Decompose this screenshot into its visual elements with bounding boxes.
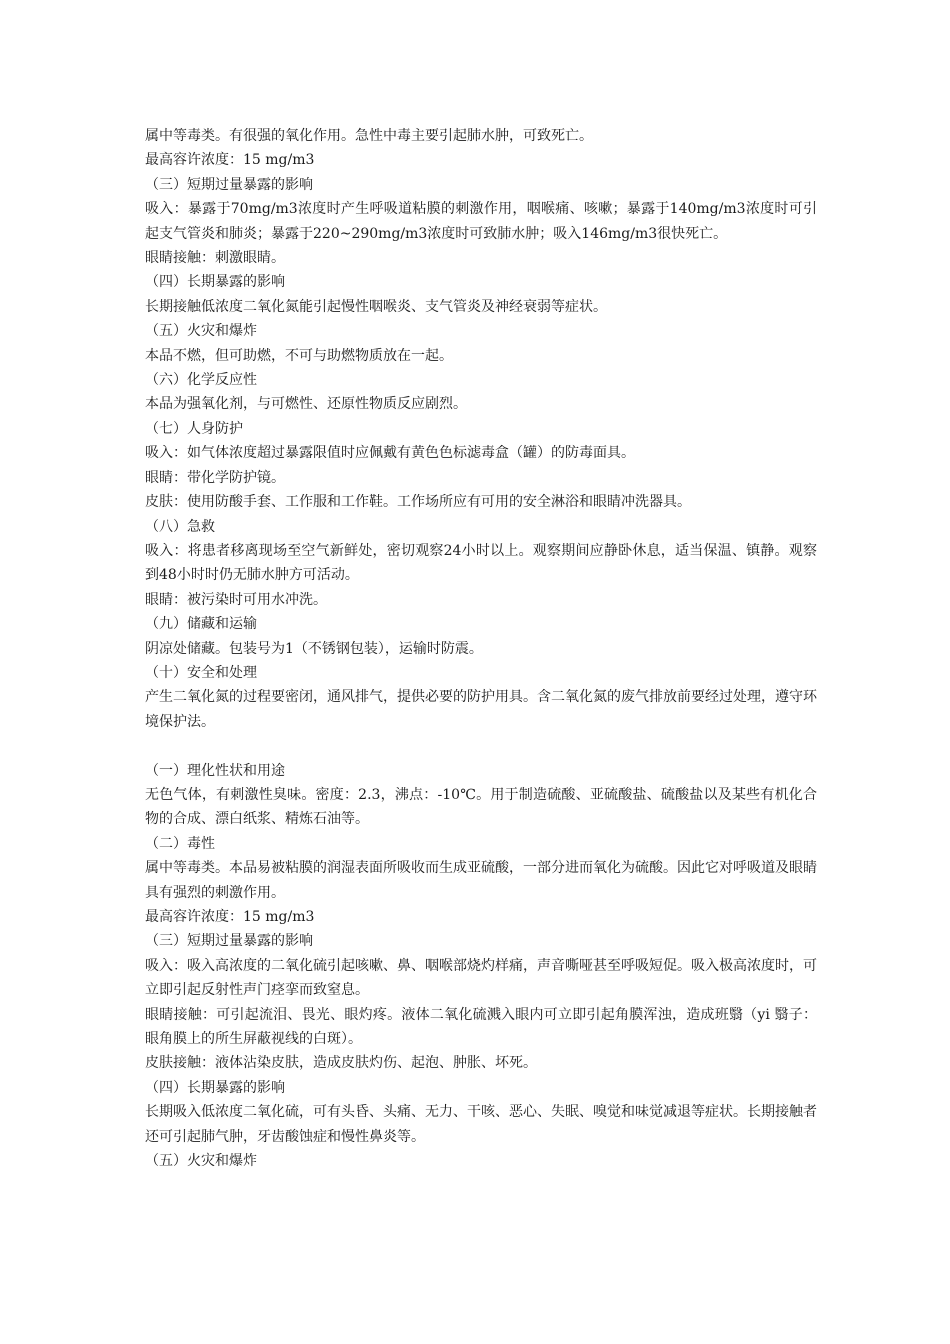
paragraph: 皮肤接触：液体沾染皮肤，造成皮肤灼伤、起泡、肿胀、坏死。 <box>145 1055 537 1072</box>
paragraph: 吸入：暴露于70mg/m3浓度时产生呼吸道粘膜的刺激作用，咽喉痛、咳嗽；暴露于140mg/m3浓度时可引起支气管炎和肺炎；暴露于220~290mg/m3浓度时可致肺水肿；吸入146mg/m3很快死亡。 <box>145 201 817 242</box>
section-heading: （三）短期过量暴露的影响 <box>145 933 313 950</box>
document-page <box>145 124 817 1173</box>
paragraph: 吸入：吸入高浓度的二氧化硫引起咳嗽、鼻、咽喉部烧灼样痛，声音嘶哑甚至呼吸短促。吸入极高浓度时，可立即引起反射性声门痉挛而致窒息。 <box>145 957 817 999</box>
section-heading: （三）短期过量暴露的影响 <box>145 176 313 193</box>
paragraph: 吸入：将患者移离现场至空气新鲜处，密切观察24小时以上。观察期间应静卧休息，适当保温、镇静。观察到48小时时仍无肺水肿方可活动。 <box>145 542 817 584</box>
section-heading: （五）火灾和爆炸 <box>145 1153 257 1170</box>
paragraph: 吸入：如气体浓度超过暴露限值时应佩戴有黄色色标滤毒盒（罐）的防毒面具。 <box>145 445 635 462</box>
section-heading: （四）长期暴露的影响 <box>145 1079 285 1096</box>
paragraph: 眼睛：被污染时可用水冲洗。 <box>145 591 327 608</box>
paragraph: 最高容许浓度：15 mg/m3 <box>145 152 315 169</box>
blank-line <box>145 734 817 758</box>
paragraph: 本品不燃，但可助燃，不可与助燃物质放在一起。 <box>145 347 453 364</box>
section-heading: （六）化学反应性 <box>145 372 257 389</box>
paragraph: 长期接触低浓度二氧化氮能引起慢性咽喉炎、支气管炎及神经衰弱等症状。 <box>145 298 607 315</box>
section-heading: （四）长期暴露的影响 <box>145 274 285 291</box>
paragraph: 长期吸入低浓度二氧化硫，可有头昏、头痛、无力、干咳、恶心、失眠、嗅觉和味觉减退等症状。长期接触者还可引起肺气肿，牙齿酸蚀症和慢性鼻炎等。 <box>145 1104 817 1145</box>
section-heading: （一）理化性状和用途 <box>145 762 285 779</box>
paragraph: 产生二氧化氮的过程要密闭，通风排气，提供必要的防护用具。含二氧化氮的废气排放前要经过处理，遵守环境保护法。 <box>145 689 817 730</box>
paragraph: 眼睛：带化学防护镜。 <box>145 469 285 486</box>
section-heading: （八）急救 <box>145 518 215 535</box>
paragraph: 眼睛接触：刺激眼睛。 <box>145 250 285 267</box>
paragraph: 本品为强氧化剂，与可燃性、还原性物质反应剧烈。 <box>145 396 467 413</box>
section-heading: （七）人身防护 <box>145 420 243 437</box>
paragraph: 阴凉处储藏。包装号为1（不锈钢包装），运输时防震。 <box>145 640 483 657</box>
paragraph: 眼睛接触：可引起流泪、畏光、眼灼疼。液体二氧化硫溅入眼内可立即引起角膜浑浊，造成班翳（yi 翳子：眼角膜上的所生屏蔽视线的白斑）。 <box>145 1006 817 1048</box>
section-heading: （十）安全和处理 <box>145 664 257 681</box>
paragraph: 皮肤：使用防酸手套、工作服和工作鞋。工作场所应有可用的安全淋浴和眼睛冲洗器具。 <box>145 494 691 511</box>
paragraph: 属中等毒类。有很强的氧化作用。急性中毒主要引起肺水肿，可致死亡。 <box>145 128 593 144</box>
section-heading: （五）火灾和爆炸 <box>145 323 257 340</box>
paragraph: 无色气体，有刺激性臭味。密度：2.3，沸点：-10℃。用于制造硫酸、亚硫酸盐、硫酸盐以及某些有机化合物的合成、漂白纸浆、精炼石油等。 <box>145 786 817 828</box>
section-heading: （九）储藏和运输 <box>145 616 257 633</box>
section-heading: （二）毒性 <box>145 835 215 852</box>
paragraph: 最高容许浓度：15 mg/m3 <box>145 908 315 925</box>
paragraph: 属中等毒类。本品易被粘膜的润湿表面所吸收而生成亚硫酸，一部分进而氧化为硫酸。因此它对呼吸道及眼睛具有强烈的刺激作用。 <box>145 860 817 901</box>
